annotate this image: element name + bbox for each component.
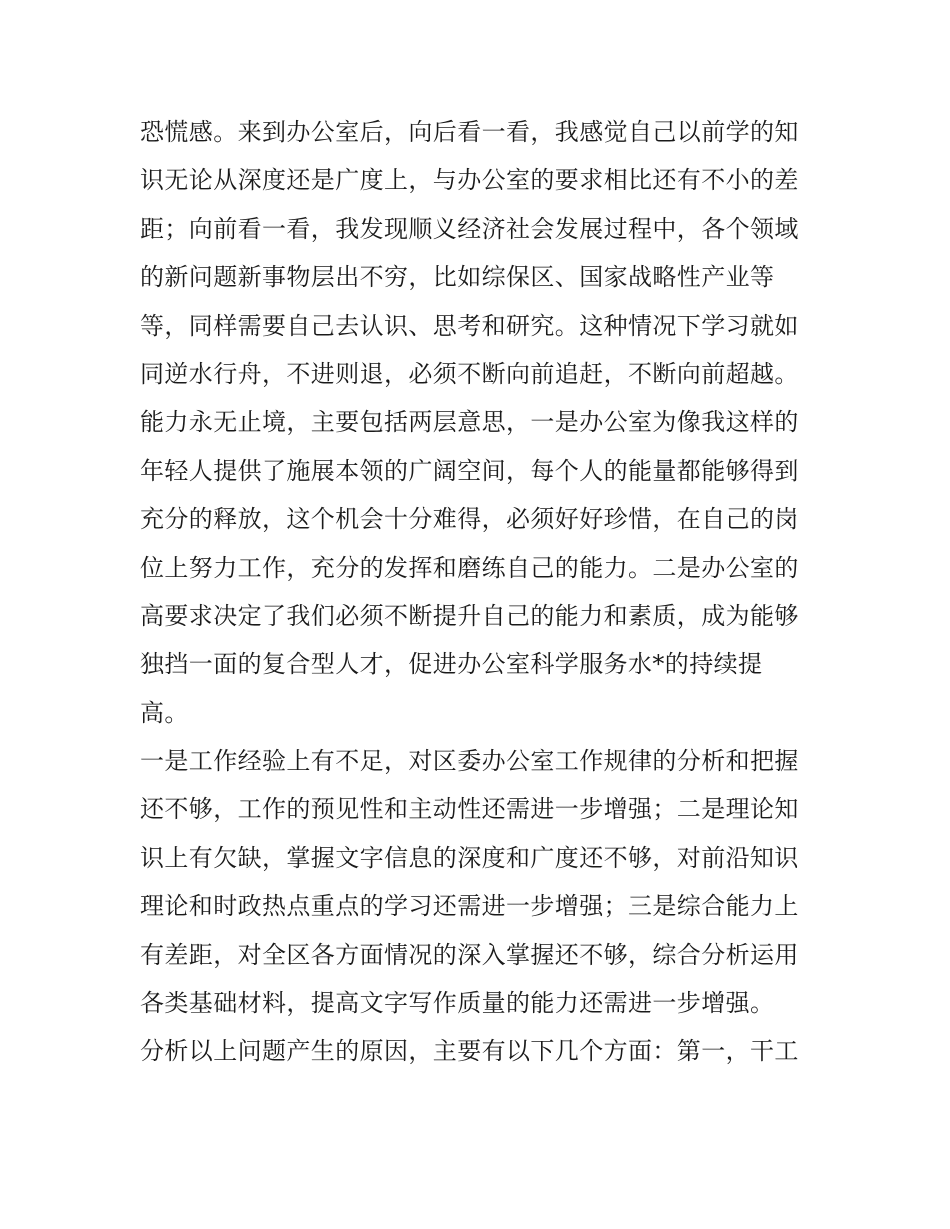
text-line: 同逆水行舟，不进则退，必须不断向前追赶，不断向前超越。 [140,359,799,388]
text-line: 高要求决定了我们必须不断提升自己的能力和素质，成为能够 [140,601,799,630]
text-line: 一是工作经验上有不足，对区委办公室工作规律的分析和把握 [140,747,799,776]
text-line: 年轻人提供了施展本领的广阔空间，每个人的能量都能够得到 [140,456,799,485]
text-line: 距；向前看一看，我发现顺义经济社会发展过程中，各个领域 [140,214,799,243]
text-line: 的新问题新事物层出不穷，比如综保区、国家战略性产业等 [140,263,775,292]
text-line: 理论和时政热点重点的学习还需进一步增强；三是综合能力上 [140,892,799,921]
text-line: 识上有欠缺，掌握文字信息的深度和广度还不够，对前沿知识 [140,843,799,872]
text-line: 各类基础材料，提高文字写作质量的能力还需进一步增强。 [140,989,775,1018]
text-line: 位上努力工作，充分的发挥和磨练自己的能力。二是办公室的 [140,553,799,582]
text-line: 高。 [140,698,189,727]
text-line: 识无论从深度还是广度上，与办公室的要求相比还有不小的差 [140,166,799,195]
text-line: 等，同样需要自己去认识、思考和研究。这种情况下学习就如 [140,311,799,340]
text-line: 独挡一面的复合型人才，促进办公室科学服务水*的持续提 [140,650,763,679]
text-line: 恐慌感。来到办公室后，向后看一看，我感觉自己以前学的知 [140,118,799,146]
text-line: 分析以上问题产生的原因，主要有以下几个方面：第一，干工 [140,1037,799,1066]
text-line: 还不够，工作的预见性和主动性还需进一步增强；二是理论知 [140,795,799,824]
text-line: 能力永无止境，主要包括两层意思，一是办公室为像我这样的 [140,408,799,437]
body-text [140,108,830,1076]
text-line: 充分的释放，这个机会十分难得，必须好好珍惜，在自己的岗 [140,505,799,534]
text-line: 有差距，对全区各方面情况的深入掌握还不够，综合分析运用 [140,940,799,969]
